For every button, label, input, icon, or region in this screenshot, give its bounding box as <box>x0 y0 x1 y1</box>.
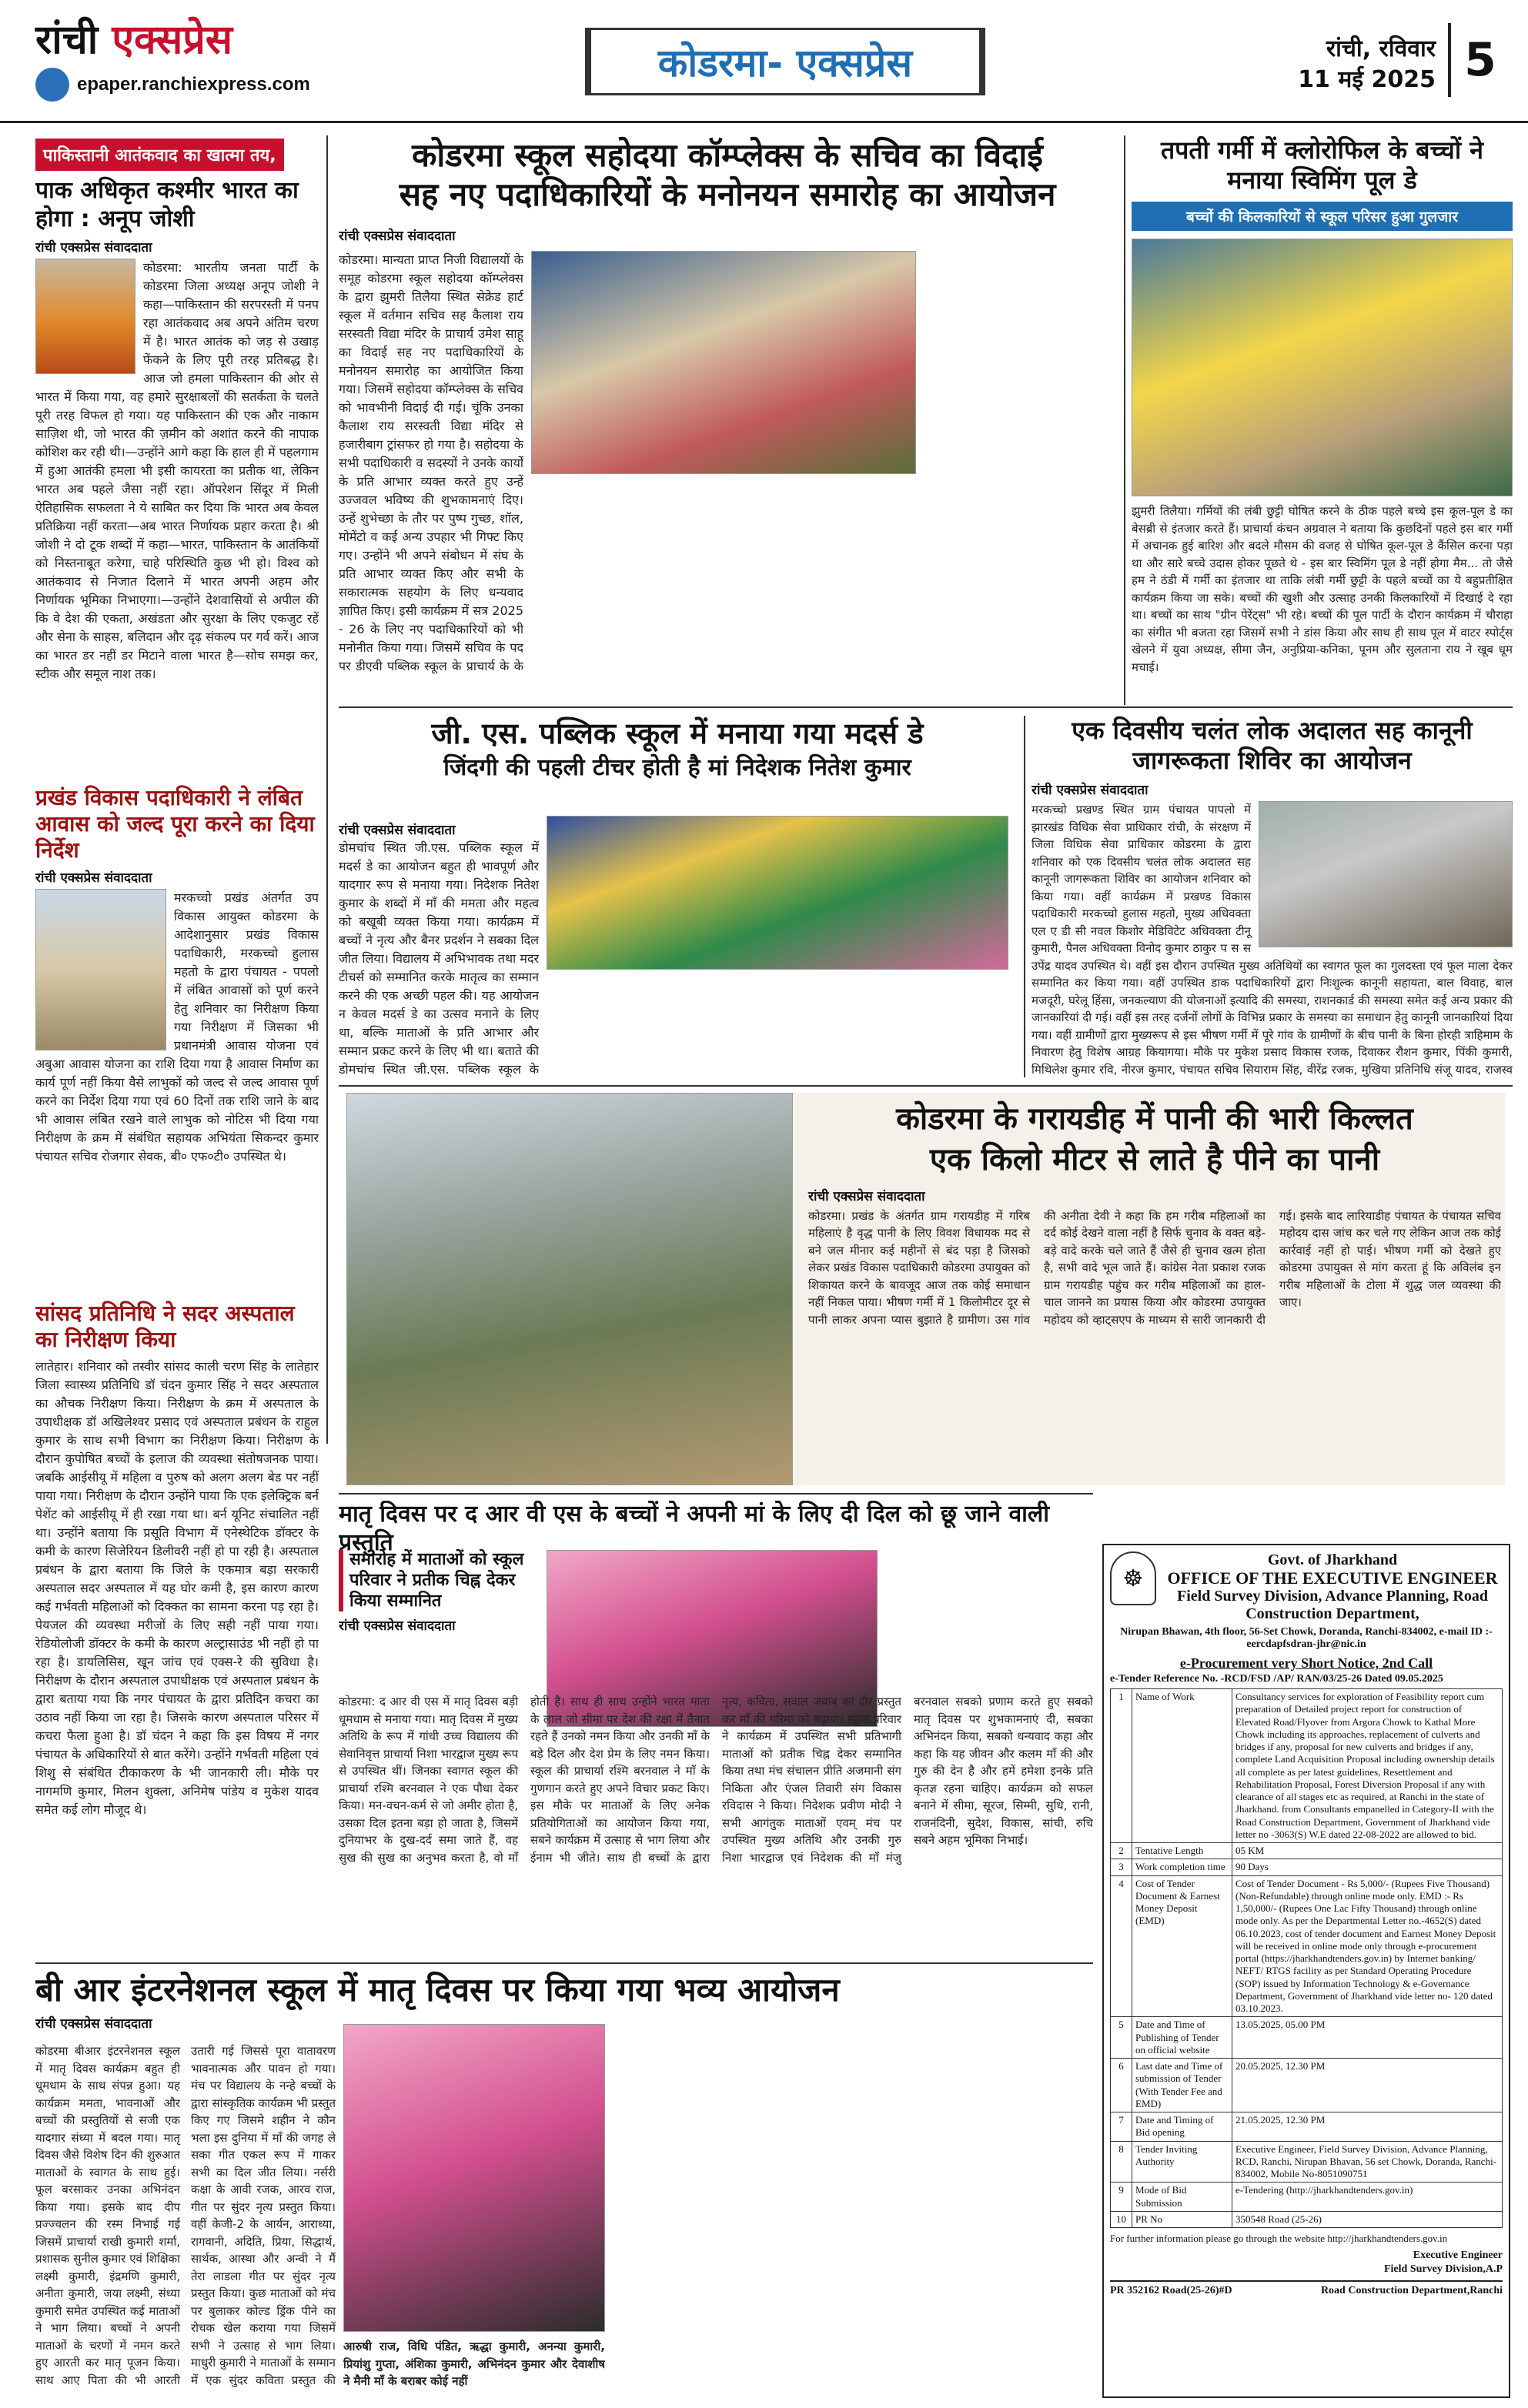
tender-row-value: 90 Days <box>1232 1859 1503 1875</box>
tender-pr-dept: Road Construction Department,Ranchi <box>1320 2285 1503 2297</box>
epaper-url[interactable] <box>35 68 359 102</box>
tender-row-value: 05 KM <box>1232 1843 1503 1859</box>
article-lok-adalat <box>1031 716 1513 1077</box>
tender-row <box>1111 1843 1503 1859</box>
tender-row-serial: 9 <box>1111 2183 1132 2212</box>
tender-row <box>1111 2183 1503 2212</box>
tender-row-value: 13.05.2025, 05.00 PM <box>1232 2017 1503 2059</box>
anup-joshi-photo <box>35 259 135 374</box>
article-pool-day <box>1132 135 1513 705</box>
masthead <box>0 0 1528 123</box>
article-pok <box>35 139 319 781</box>
article-byline: रांची एक्सप्रेस संवाददाता <box>1031 783 1149 799</box>
article-headline: मातृ दिवस पर द आर वी एस के बच्चों ने अपनी मां के लिए दी दिल को छू जाने वाली प्रस्तुति <box>339 1501 1050 1556</box>
tender-notice-title: e-Procurement very Short Notice, 2nd Call <box>1179 1655 1433 1672</box>
gs-school-photo <box>547 816 1008 970</box>
tender-row-serial: 4 <box>1111 1875 1132 2017</box>
tender-pr-number: PR 352162 Road(25-26)#D <box>1110 2285 1232 2297</box>
article-subhead: जिंदगी की पहली टीचर होती है मां निदेशक नितेश कुमार <box>443 754 911 782</box>
tender-footnote: For further information please go through the website http://jharkhandtenders.gov.in <box>1110 2233 1448 2245</box>
row-divider <box>339 1085 1513 1087</box>
tender-row <box>1111 1875 1503 2017</box>
tender-row-value: 20.05.2025, 12.30 PM <box>1232 2059 1503 2112</box>
row-divider <box>339 706 1513 708</box>
tender-row-value: e-Tendering (http://jharkhandtenders.gov.in) <box>1232 2183 1503 2212</box>
article-headline-line1: कोडरमा के गरायडीह में पानी की भारी किल्लत <box>896 1101 1413 1137</box>
article-byline: रांची एक्सप्रेस संवाददाता <box>808 1188 925 1204</box>
article-bdo-awas <box>35 785 319 1293</box>
article-headline: एक दिवसीय चलंत लोक अदालत सह कानूनी जागरूकता शिविर का आयोजन <box>1072 716 1473 776</box>
tender-row <box>1111 2141 1503 2183</box>
tender-row <box>1111 2112 1503 2142</box>
tender-division: Field Survey Division, Advance Planning, Road Construction Department, <box>1177 1588 1488 1623</box>
page-number: 5 <box>1448 23 1510 97</box>
article-water-shortage <box>346 1093 1505 1485</box>
article-headline-line2: एक किलो मीटर से लाते है पीने का पानी <box>929 1141 1380 1177</box>
photo-caption: आरुषी राज, विधि पंडित, ऋद्धा कुमारी, अनन्या कुमारी, प्रियांशु गुप्ता, अंशिका कुमारी, अभिनंदन कुमार और देवाशीष ने मैनी माँ के बराबर कोई नहीं <box>343 2340 605 2388</box>
lok-adalat-photo <box>1259 801 1513 947</box>
sahodaya-ceremony-photo <box>531 251 916 474</box>
tender-table <box>1110 1688 1503 2228</box>
newspaper-logo <box>35 15 359 102</box>
column-divider <box>1024 716 1025 1077</box>
article-arvs-mothers-day <box>339 1501 1093 1955</box>
article-body-wrap <box>339 839 539 1077</box>
signatory-title: Executive Engineer <box>1413 2249 1503 2262</box>
brand-name <box>35 15 359 65</box>
dateline <box>1298 34 1436 95</box>
article-body-wrap-right <box>614 2024 1093 2397</box>
article-byline: रांची एक्सप्रेस संवाददाता <box>35 240 152 256</box>
article-body: झुमरी तिलैया। गर्मियों की लंबी छुट्टी घोषित करने के ठीक पहले बच्चे इस कूल-पूल डे का बेसब्री से इंतजार करते हैं। प्राचार्या कंचन अग्रवाल ने बताया कि कुछदिनों पहले इस बार गर्मी में अचानक हुई बारिश और बदले मौसम की वजह से घोषित कूल-पूल डे कैंसिल करना पड़ा था और सारे बच्चे उदास होकर पूछते थे - इस बार स्विमिंग पूल डे नहीं होगा मैम... तो जैसे हम ने ठंडी में गर्मी का इंतजार था ताकि लंबी गर्मी छुट्टी के पहले बच्चों का ये बहुप्रतीक्षित कार्यक्रम किया जा सके। बच्चों की खुशी और उत्साह उनकी किलकारियों में दिखाई दे रहा था। बच्चों का साथ "ग्रीन पेरेंट्स" भी रहे। बच्चों की पूल पार्टी के दौरान कार्यक्रम में चौराहा का संगीत भी बजता रहा जिसमें सभी ने डांस किया और साथ ही साथ पूल में वाटर स्पोर्ट्स खेलने में युवा अध्यक्ष, सीमा जैन, अनुप्रिया-कनिका, पूनम और सुलताना राय ने खूब धूम मचाई। <box>1132 504 1513 674</box>
article-body: कोडरमा बीआर इंटरनेशनल स्कूल में मातृ दिवस कार्यक्रम बहुत ही धूमधाम के साथ संपन्न हुआ। यह कार्यक्रम ममता, भावनाओं और बच्चों की प्रस्तुतियों से सजी एक यादगार संध्या में बदल गया। मातृ दिवस जैसे विशेष दिन की शुरुआत माताओं के स्वागत के साथ हुई। फूल बरसाकर उनका अभिनंदन किया गया। इसके बाद दीप प्रज्ज्वलन की रस्म निभाई गई जिसमें प्राचार्या राखी कुमारी शर्मा, प्रशासक सुनील कुमार एवं शिक्षिका लक्ष्मी कुमारी, इंद्रमणि कुमारी, अनीता कुमारी, जया लक्ष्मी, संध्या कुमारी समेत उपस्थित कई माताओं ने भाग लिया। बच्चों ने अपनी माताओं के चरणों में नमन करते हुए आरती कर मातृ पूजन किया। साथ आए पिता की भी आरती उतारी गई जिससे पूरा वातावरण भावनात्मक और पावन हो गया। मंच पर विद्यालय के नन्हे बच्चों के द्वारा सांस्कृतिक कार्यक्रम भी प्रस्तुत किए गए जिसमे शहीन ने कौन भला इस दुनिया में माँ की जगह ले सका गीत एकल रूप में गाकर सभी का दिल जीत लिया। नर्सरी कक्षा के आवी रजक, आरव राज, गीत पर सुंदर नृत्य प्रस्तुत किया। वहीं केजी-2 के आर्यन, आराध्या, रागवानी, अदिति, प्रिया, सिद्धार्थ, सार्थक, आस्था और अन्वी ने मैं तेरा लाडला गीत पर सुंदर नृत्य प्रस्तुत किया। कुछ माताओं को मंच पर बुलाकर कोल्ड ड्रिंक पीने का रोचक खेल कराया गया जिसमें सभी ने उत्साह से भाग लिया। माधुरी कुमारी ने माताओं के सम्मान में एक सुंदर कविता प्रस्तुत की <box>35 2044 336 2387</box>
city-day: रांची, रविवार <box>1326 35 1436 62</box>
article-body: कोडरमा। प्रखंड के अंतर्गत ग्राम गरायडीह में गरिब महिलाएं है वृद्ध पानी के लिए विवश विधायक मद से बने जल मीनार कई महीनों से बंद पड़ा है जिसको लेकर प्रखंड विकास पदाधिकारी कोडरमा उपायुक्त को शिकायत करने के बावजूद आज तक कोई समाधान नहीं निकल पाया। भीषण गर्मी में 1 किलोमीटर दूर से पानी लाकर अपना प्यास बुझाते है ग्रामीण। उस गांव की अनीता देवी ने कहा कि हम गरीब महिलाओं का दर्द कोई देखने वाला नहीं है सिर्फ चुनाव के वक्त बड़े-बड़े वादे करके चले जाते हैं जैसे ही चुनाव खत्म होता है, सभी वादे भूल जाते हैं। कांग्रेस नेता प्रकाश रजक ग्राम गरायडीह पहुंच कर गरीब महिलाओं का हाल-चाल जानने का प्रयास किया और कोडरमा उपायुक्त महोदय को व्हाट्सएप के माध्यम से सारी जानकारी दी गई। इसके बाद लारियाडीह पंचायत के पंचायत सचिव महोदय दास जांच कर चले गए लेकिन आज तक कोई कार्रवाई नहीं हो पाई। भीषण गर्मी को देखते हुए कोडरमा उपायुक्त से मांग करता हूं कि अविलंब इन गरीब महिलाओं के टोला में शुद्ध जल व्यवस्था की जाए। <box>808 1208 1501 1327</box>
article-sidebar-head: समारोह में माताओं को स्कूल परिवार ने प्रतीक चिह्न देकर किया सम्मानित <box>339 1550 539 1611</box>
article-body: मरकच्चो प्रखंड अंतर्गत उप विकास आयुक्त कोडरमा के आदेशानुसार प्रखंड विकास पदाधिकारी, मरकच्चो हुलास महतो के द्वारा पंचायत - पपलो में लंबित आवासों को पूर्ण करने हेतु शनिवार का निरीक्षण किया गया निरीक्षण में जिसका भी प्रधानमंत्री आवास योजना एवं अबुआ आवास योजना का राशि दिया गया है आवास निर्माण का कार्य पूर्ण नहीं किया वैसे लाभुकों को जल्द से जल्द आवास पूर्ण करने का निर्देश दिया गया एवं 60 दिनों तक राशि जाने के बाद भी आवास लंबित रखने वाले लाभुक को नोटिस भी दिया गया निरीक्षण के क्रम में संबंधित सहायक अभियंता सिकन्दर कुमार पंचायत सचिव रोजगार सेवक, बी० एफ०टी० उपस्थित थे। <box>35 890 319 1164</box>
tender-row-name: Cost of Tender Document & Earnest Money Deposit (EMD) <box>1132 1875 1232 2017</box>
water-shortage-photo <box>346 1093 793 1485</box>
tender-row-name: Tentative Length <box>1132 1843 1232 1859</box>
tender-row-serial: 5 <box>1111 2017 1132 2059</box>
tender-row-name: Date and Timing of Bid opening <box>1132 2112 1232 2142</box>
tender-row-serial: 1 <box>1111 1689 1132 1843</box>
tender-row-name: Date and Time of Publishing of Tender on official website <box>1132 2017 1232 2059</box>
tender-signature <box>1110 2249 1503 2276</box>
article-byline: रांची एक्सप्रेस संवाददाता <box>35 870 152 887</box>
tender-row-name: Work completion time <box>1132 1859 1232 1875</box>
article-headline: प्रखंड विकास पदाधिकारी ने लंबित आवास को जल्द पूरा करने का दिया निर्देश <box>35 785 315 863</box>
tender-notice <box>1102 1544 1510 2398</box>
row-divider <box>339 1493 1093 1495</box>
article-body-wrap-left <box>35 2042 336 2397</box>
tender-govt: Govt. of Jharkhand <box>1267 1551 1398 1568</box>
tender-row-serial: 8 <box>1111 2141 1132 2183</box>
lead-headline-line1: कोडरमा स्कूल सहोदया कॉम्प्लेक्स के सचिव का विदाई <box>412 136 1043 174</box>
signatory-division: Field Survey Division,A.P <box>1383 2263 1503 2275</box>
article-hospital <box>35 1301 319 1916</box>
epaper-url-text: epaper.ranchiexpress.com <box>77 74 310 95</box>
article-headline: जी. एस. पब्लिक स्कूल में मनाया गया मदर्स डे <box>431 716 924 750</box>
tender-row-name: Tender Inviting Authority <box>1132 2141 1232 2183</box>
article-byline: रांची एक्सप्रेस संवाददाता <box>339 823 456 838</box>
article-br-international <box>35 1970 1093 2397</box>
article-headline: बी आर इंटरनेशनल स्कूल में मातृ दिवस पर किया गया भव्य आयोजन <box>35 1971 840 2009</box>
article-byline: रांची एक्सप्रेस संवाददाता <box>339 229 456 245</box>
tender-row-name: Mode of Bid Submission <box>1132 2183 1232 2212</box>
tender-row-serial: 7 <box>1111 2112 1132 2142</box>
section-title-box <box>585 28 985 95</box>
article-body: लातेहार। शनिवार को तस्वीर सांसद काली चरण सिंह के लातेहार जिला स्वास्थ्य प्रतिनिधि डॉ चंदन कुमार सिंह ने सदर अस्पताल का औचक निरीक्षण किया। निरीक्षण के क्रम में अस्पताल के उपाधीक्षक डॉ अखिलेश्वर प्रसाद एवं अस्पताल प्रबंधन के राहुल कुमार के साथ सभी विभाग का निरीक्षण किया। निरीक्षण के दौरान कुपोषित बच्चों के इलाज की व्यवस्था संतोषजनक पाया। जबकि आईसीयू में महिला व पुरुष को अलग अलग बेड पर नहीं पाया गया। निरीक्षण के दौरान उन्होंने पाया कि एक इलेक्ट्रिक बर्न पेशेंट को आईसीयू में ही रखा गया था। बर्न यूनिट संचालित नहीं था। उन्होंने बताया कि प्रसूति विभाग में एनेस्थेटिक डॉक्टर के कमी के कारण सिजेरियन डिलीवरी नहीं हो पा रही है। अस्पताल प्रबंधन के द्वारा बताया कि जिले के एकमात्र बड़ा सरकारी अस्पताल सदर अस्पताल में यह घोर कमी है, इस कारण कारण कई गर्भवती महिलाओं को दिक्कत का सामना करना पड़ रहा है। पेयजल की व्यवस्था मरीजों के लिए सही नहीं पाया गया। रेडियोलोजी डॉक्टर के कमी के कारण अल्ट्रासाउंड भी नहीं हो पा रहा है। डायलिसिस, खून जांच एवं एक्स-रे की सुविधा है। निरीक्षण के दौरान अस्पताल उपाधीक्षक एवं अस्पताल प्रबंधन के द्वारा बताया गया कि नगर पंचायत के द्वारा प्रतिदिन कचरा का उठाव नहीं किया जा रहा है। जिसके कारण अस्पताल परिसर में कचरा फैला हुआ है। डॉ चंदन ने कहा कि इस विषय में नगर पंचायत के अधिकारियों से बात करेंगे। उन्होंने गर्भवती महिला एवं शिशु से संबंधित टीकाकरण के भी जानकारी ली। मौके पर नागमणि कुमार, मिलन शुक्ला, अनिमेष पांडेय व मुकेश यादव समेत कई लोग मौजूद थे। <box>35 1359 319 1818</box>
article-body-wrap <box>339 1693 1093 1955</box>
issue-date: 11 मई 2025 <box>1298 66 1436 93</box>
article-subhead: बच्चों की किलकारियों से स्कूल परिसर हुआ गुलजार <box>1132 202 1513 231</box>
article-body: मरकच्चो प्रखण्ड स्थित ग्राम पंचायत पापलो में झारखंड विधिक सेवा प्राधिकार रांची, के संरक्षण में जिला विधिक सेवा प्राधिकार कोडरमा के द्वारा शनिवार को एक दिवसीय चलंत लोक अदालत सह कानूनी जागरूकता शिविर का आयोजन शनिवार को किया गया। वहीं कार्यक्रम में प्रखण्ड विकास पदाधिकारी मरकच्चो हुलास महतो, मुख्य अधिवक्ता एल ए डी सी नवल किशोर मेडिविटेट अधिवक्ता टीनू कुमारी, पैनल अधिवक्ता विनोद कुमार ठाकुर प स स उपेंद्र यादव उपस्थित थे। वहीं इस दौरान उपस्थित मुख्य अतिथियों का स्वागत फूल का गुलदस्ता एवं फूल माला देकर सम्मानित कर किया गया। वहीं उपस्थित डाक पदाधिकारियों द्वारा निःशुल्क कानूनी सहायता, बाल विवाह, बाल मजदूरी, घरेलू हिंसा, जनकल्याण की योजनाओं इत्यादि की समस्या, राशनकार्ड की समस्या समेत कई अन्य प्रकार की जानकारियां दी गई। वहीं इस तरह दर्जनों लोगों के विभिन्न प्रकार के समस्या का समाधान हेतु कानूनी जानकारियां दिया गया। वहीं ग्रामीणों द्वारा मुख्यरूप से इस भीषण गर्मी में पूरे गांव के ग्रामीणों के बीच पानी के बिना होरही त्राहिमाम के निवारण हेतु विशेष आग्रह कियागया। मौके पर मुकेश प्रसाद विकास रजक, दिवाकर रौशन कुमार, पिंकी कुमारी, मिथिलेश कुमार रवि, नीरज कुमार, पंचायत सचिव सियाराम सिंह, वीरेंद्र रजक, मुखिया प्रतिनिधि संजू यादव, राजस्व <box>1031 803 1513 1077</box>
tender-row-value: Consultancy services for exploration of Feasibility report cum preparation of Detailed project report for construction of Elevated Road/Flyover from Argora Chowk to Kathal More Chowk including its approaches, replacement of culverts and bridges if any, proposal for new culverts and bridges if any, complete Land Acquisition Proposal including ownership details all complete as per latest guidelines, Resettlement and Rehabilitation Proposal, Forest Diversion Proposal if any with clearance of all stages etc as required, at Ranchi in the state of Jharkhand. from Consultants empanelled in Category-II with the Road Construction Department, Government of Jharkhand vide letter no -3063(S) W.E dated 22-08-2022 are allowed to bid. <box>1232 1689 1503 1843</box>
article-headline: सांसद प्रतिनिधि ने सदर अस्पताल का निरीक्षण किया <box>35 1301 295 1353</box>
tender-row-value: Cost of Tender Document - Rs 5,000/- (Rupees Five Thousand) (Non-Refundable) through online mode only. EMD :- Rs 1,50,000/- (Rupees One Lac Fifty Thousand) through online mode only. As per the Departmental Letter no.-4652(S) dated 06.10.2023, cost of tender document and Earnest Money Deposit will be received in online mode only through e-procurement portal (https://jharkhandtenders.gov.in) by Internet banking/ NEFT/ RTGS facility as per Standard Operating Procedure (SOP) issued by Information Technology & e-Governance Department, Government of Jharkhand vide letter no- 120 dated 03.10.2023. <box>1232 1875 1503 2017</box>
tender-row-name: Last date and Time of submission of Tender (With Tender Fee and EMD) <box>1132 2059 1232 2112</box>
pool-day-photo <box>1132 239 1513 496</box>
tender-row-value: Executive Engineer, Field Survey Division, Advance Planning, RCD, Ranchi, Nirupan Bhavan, 56 set Chowk, Doranda, Ranchi-834002, Mobile No-8051090751 <box>1232 2141 1503 2183</box>
inspection-photo <box>35 889 166 1050</box>
tender-row-name: PR No <box>1132 2211 1232 2227</box>
tender-row-name: Name of Work <box>1132 1689 1232 1843</box>
article-headline: तपती गर्मी में क्लोरोफिल के बच्चों ने मनाया स्विमिंग पूल डे <box>1160 135 1484 195</box>
tender-pr-line <box>1110 2280 1503 2297</box>
brand-suffix: एक्सप्रेस <box>112 16 233 63</box>
tender-row-serial: 6 <box>1111 2059 1132 2112</box>
section-title: कोडरमा- एक्सप्रेस <box>657 41 913 85</box>
article-byline: रांची एक्सप्रेस संवाददाता <box>339 1618 456 1635</box>
tender-row-serial: 2 <box>1111 1843 1132 1859</box>
tender-row <box>1111 2059 1503 2112</box>
article-byline: रांची एक्सप्रेस संवाददाता <box>35 2016 152 2032</box>
tender-row <box>1111 2211 1503 2227</box>
tender-row <box>1111 1859 1503 1875</box>
tender-row-serial: 3 <box>1111 1859 1132 1875</box>
article-body: कोडरमा: द आर वी एस में मातृ दिवस बड़ी धूमधाम से मनाया गया। मातृ दिवस में मुख्य अतिथि के रूप में गांधी उच्च विद्यालय की सेवानिवृत्त प्राचार्या निशा भारद्वाज मुख्य रूप से उपस्थित थीं। जिनका स्वागत स्कूल की प्राचार्या रश्मि बरनवाल ने एक पौधा देकर किया। मन-वचन-कर्म से जो अमीर होता है, उसका दिल इतना बड़ा हो जाता है, जिसमें दुनियाभर के दुख-दर्द समा जाते हैं, वह सुख की सुख का अनुभव करता है, वो माँ होती है। साथ ही साथ उन्होंने भारत माता के लाल जो सीमा पर देश की रक्षा में तैनात रहते हैं उनको नमन किया और उनकी माँ के बड़े दिल और देश प्रेम के लिए नमन किया। स्कूल की प्राचार्या रश्मि बरनवाल ने माँ के गुणगान करते हुए अपने विचार प्रकट किए। इस मौके पर माताओं के लिए अनेक प्रतियोगिताओं का आयोजन किया गया, सबने कार्यक्रम में उत्साह से भाग लिया और ईनाम भी जीते। साथ ही बच्चों के द्वारा नृत्य, कविता, सवाल जवाब का दौर प्रस्तुत कर माँ की गरिमा को बढ़ाया। स्कूल परिवार ने कार्यक्रम में उपस्थित सभी प्रतिभागी माताओं को प्रतीक चिह्न देकर सम्मानित किया तथा मंच संचालन प्रीति अजमानी संग निकिता और एंजल तिवारी संग विकास रविदास ने किया। निदेशक प्रवीण मोदी ने सभी आगंतुक माताओं एवम् मंच पर उपस्थित मुख्य अतिथि और उनकी गुरु निशा भारद्वाज एवं निदेशक की माँ मंजु बरनवाल सबको प्रणाम करते हुए सबको मातृ दिवस पर शुभकामनाएं दी, सबका अभिनंदन किया, सबको धन्यवाद कहा और कहा कि यह जीवन और कलम माँ की और गुरु की देन है और हमें हमेशा इनके प्रति कृतज्ञ रहना चाहिए। कार्यक्रम को सफल बनाने में सीमा, सूरज, सिम्मी, सुधि, रानी, राजनंदिनी, सुदेश, विकास, सांची, रुचि सबने अहम भूमिका निभाई। <box>339 1695 1093 1865</box>
br-school-photo <box>343 2024 605 2332</box>
article-body-col23 <box>531 482 916 674</box>
article-body: कोडरमा। मान्यता प्राप्त निजी विद्यालयों के समूह कोडरमा स्कूल सहोदया कॉम्प्लेक्स के द्वारा झुमरी तिलैया स्थित सेक्रेड हार्ट स्कूल में वर्तमान सचिव सह कैलाश राय सरस्वती विद्या मंदिर के प्राचार्य उमेश साहू का विदाई सह नए पदाधिकारियों के मनोनयन समारोह का आयोजित किया गया। जिसमें सहोदया कॉम्प्लेक्स के सचिव को भावभीनी विदाई दी गई। चूंकि उनका कैलाश राय सरस्वती विद्या मंदिर से हजारीबाग ट्रांसफर हो गया है। सहोदया के सभी पदाधिकारी व सदस्यों ने उनके कार्यों के प्रति आभार व्यक्त करते हुए उन्हें उज्जवल भविष्य की शुभकामनाएं दिए। उन्हें शुभेच्छा के तौर पर पुष्प गुच्छ, शॉल, मोमेंटो व कई अन्य उपहार भी गिफ्ट किए गए। उन्होंने भी अपने संबोधन में संघ के प्रति आभार व्यक्त किए और सभी के सकारात्मक सहयोग के लिए धन्यवाद ज्ञापित किए। इसी कार्यक्रम में सत्र 2025 - 26 के लिए नए पदाधिकारियों को भी मनोनीत किया गया। जिसमें सचिव के पद पर डीएवी पब्लिक स्कूल के प्राचार्य के के <box>339 252 523 673</box>
jharkhand-emblem-icon: ☸ <box>1110 1551 1156 1605</box>
article-body: कोडरमा: भारतीय जनता पार्टी के कोडरमा जिला अध्यक्ष अनूप जोशी ने कहा—पाकिस्तान की सरपरस्ती में पनप रहा आतंकवाद अब अपने अंतिम चरण में है। भारत आतंक को जड़ से उखाड़ फेंकने के लिए पूरी तरह प्रतिबद्ध है। आज जो हमला पाकिस्तान की ओर से भारत में किया गया, वह हमारे सुरक्षाबलों की सतर्कता के चलते पूरी तरह विफल हो गया। यह पाकिस्तान की एक और नाकाम साज़िश थी, जो भारत की ज़मीन को अशांत करने की नापाक कोशिश कर रही थी।—उन्होंने आगे कहा कि हाल ही में पहलगाम में हुआ आतंकी हमला भी इसी कायरता का प्रतीक था, लेकिन भारत अब पहले जैसा नहीं रहा। ऑपरेशन सिंदूर में मिली ऐतिहासिक सफलता ने ये साबित कर दिया कि भारत अब केवल प्रतिक्रिया नहीं करता—अब भारत निर्णायक प्रहार करता है। श्री जोशी ने दो टूक शब्दों में कहा—भारत, पाकिस्तान के आतंकियों को निस्तनाबूत करेगा, चाहे परिस्थिति कुछ भी हो। विश्व को आतंकवाद से निजात दिलाने में भारत अपनी अहम और निर्णायक भूमिका निभाएगा।—उन्होंने देशवासियों से अपील की कि वे देश की एकता, अखंडता और सुरक्षा के लिए एकजुट रहें और सेना के साहस, बलिदान और दृढ़ संकल्प पर गर्व करें। आज का भारत डर नहीं डर मिटाने वाला भारत है—सोच समझ कर, स्टीक और समूल नाश तक। <box>35 260 319 682</box>
tender-row <box>1111 1689 1503 1843</box>
article-body-col4 <box>924 251 1116 674</box>
row-divider <box>35 1962 1093 1964</box>
tender-row <box>1111 2017 1503 2059</box>
article-headline: पाक अधिकृत कश्मीर भारत का होगा : अनूप जोशी <box>35 177 299 232</box>
brand-prefix: रांची <box>35 16 99 63</box>
article-kicker: पाकिस्तानी आतंकवाद का खात्मा तय, <box>35 139 284 171</box>
lead-headline-line2: सह नए पदाधिकारियों के मनोनयन समारोह का आयोजन <box>399 175 1056 214</box>
column-divider <box>1124 135 1125 705</box>
article-gs-mothers-day <box>339 716 1016 1077</box>
tender-reference: e-Tender Reference No. -RCD/FSD /AP/ RAN/03/25-26 Dated 09.05.2025 <box>1110 1673 1443 1685</box>
tender-row-serial: 10 <box>1111 2211 1132 2227</box>
article-body-col1 <box>339 251 523 674</box>
tender-row-value: 21.05.2025, 12.30 PM <box>1232 2112 1503 2142</box>
tender-row-value: 350548 Road (25-26) <box>1232 2211 1503 2227</box>
article-body: डोमचांच स्थित जी.एस. पब्लिक स्कूल में मदर्स डे का आयोजन बहुत ही भावपूर्ण और यादगार रूप से मनाया गया। निदेशक नितेश कुमार के शब्दों में माँ की ममता और महत्व को बखूबी व्यक्त किया गया। कार्यक्रम में बच्चों ने नृत्य और बैनर प्रदर्शन ने सबका दिल जीत लिया। विद्यालय में अभिभावक तथा मदर टीचर्स को सम्मानित करके मातृत्व का सम्मान करने की एक अच्छी पहल की। यह आयोजन न केवल मदर्स डे का उत्सव मनाने के लिए था, बल्कि माताओं के प्रति आभार और सम्मान प्रकट करने के लिए भी था। बताते की डोमचांच स्थित जी.एस. पब्लिक स्कूल के <box>339 840 539 1077</box>
column-divider <box>326 135 328 1444</box>
globe-icon <box>35 68 69 102</box>
tender-office: OFFICE OF THE EXECUTIVE ENGINEER <box>1167 1568 1498 1588</box>
article-sahodaya <box>339 135 1116 674</box>
tender-address: Nirupan Bhawan, 4th floor, 56-Set Chowk, Doranda, Ranchi-834002, e-mail ID :- eercdapfsdran-jhr@nic.in <box>1120 1626 1493 1651</box>
